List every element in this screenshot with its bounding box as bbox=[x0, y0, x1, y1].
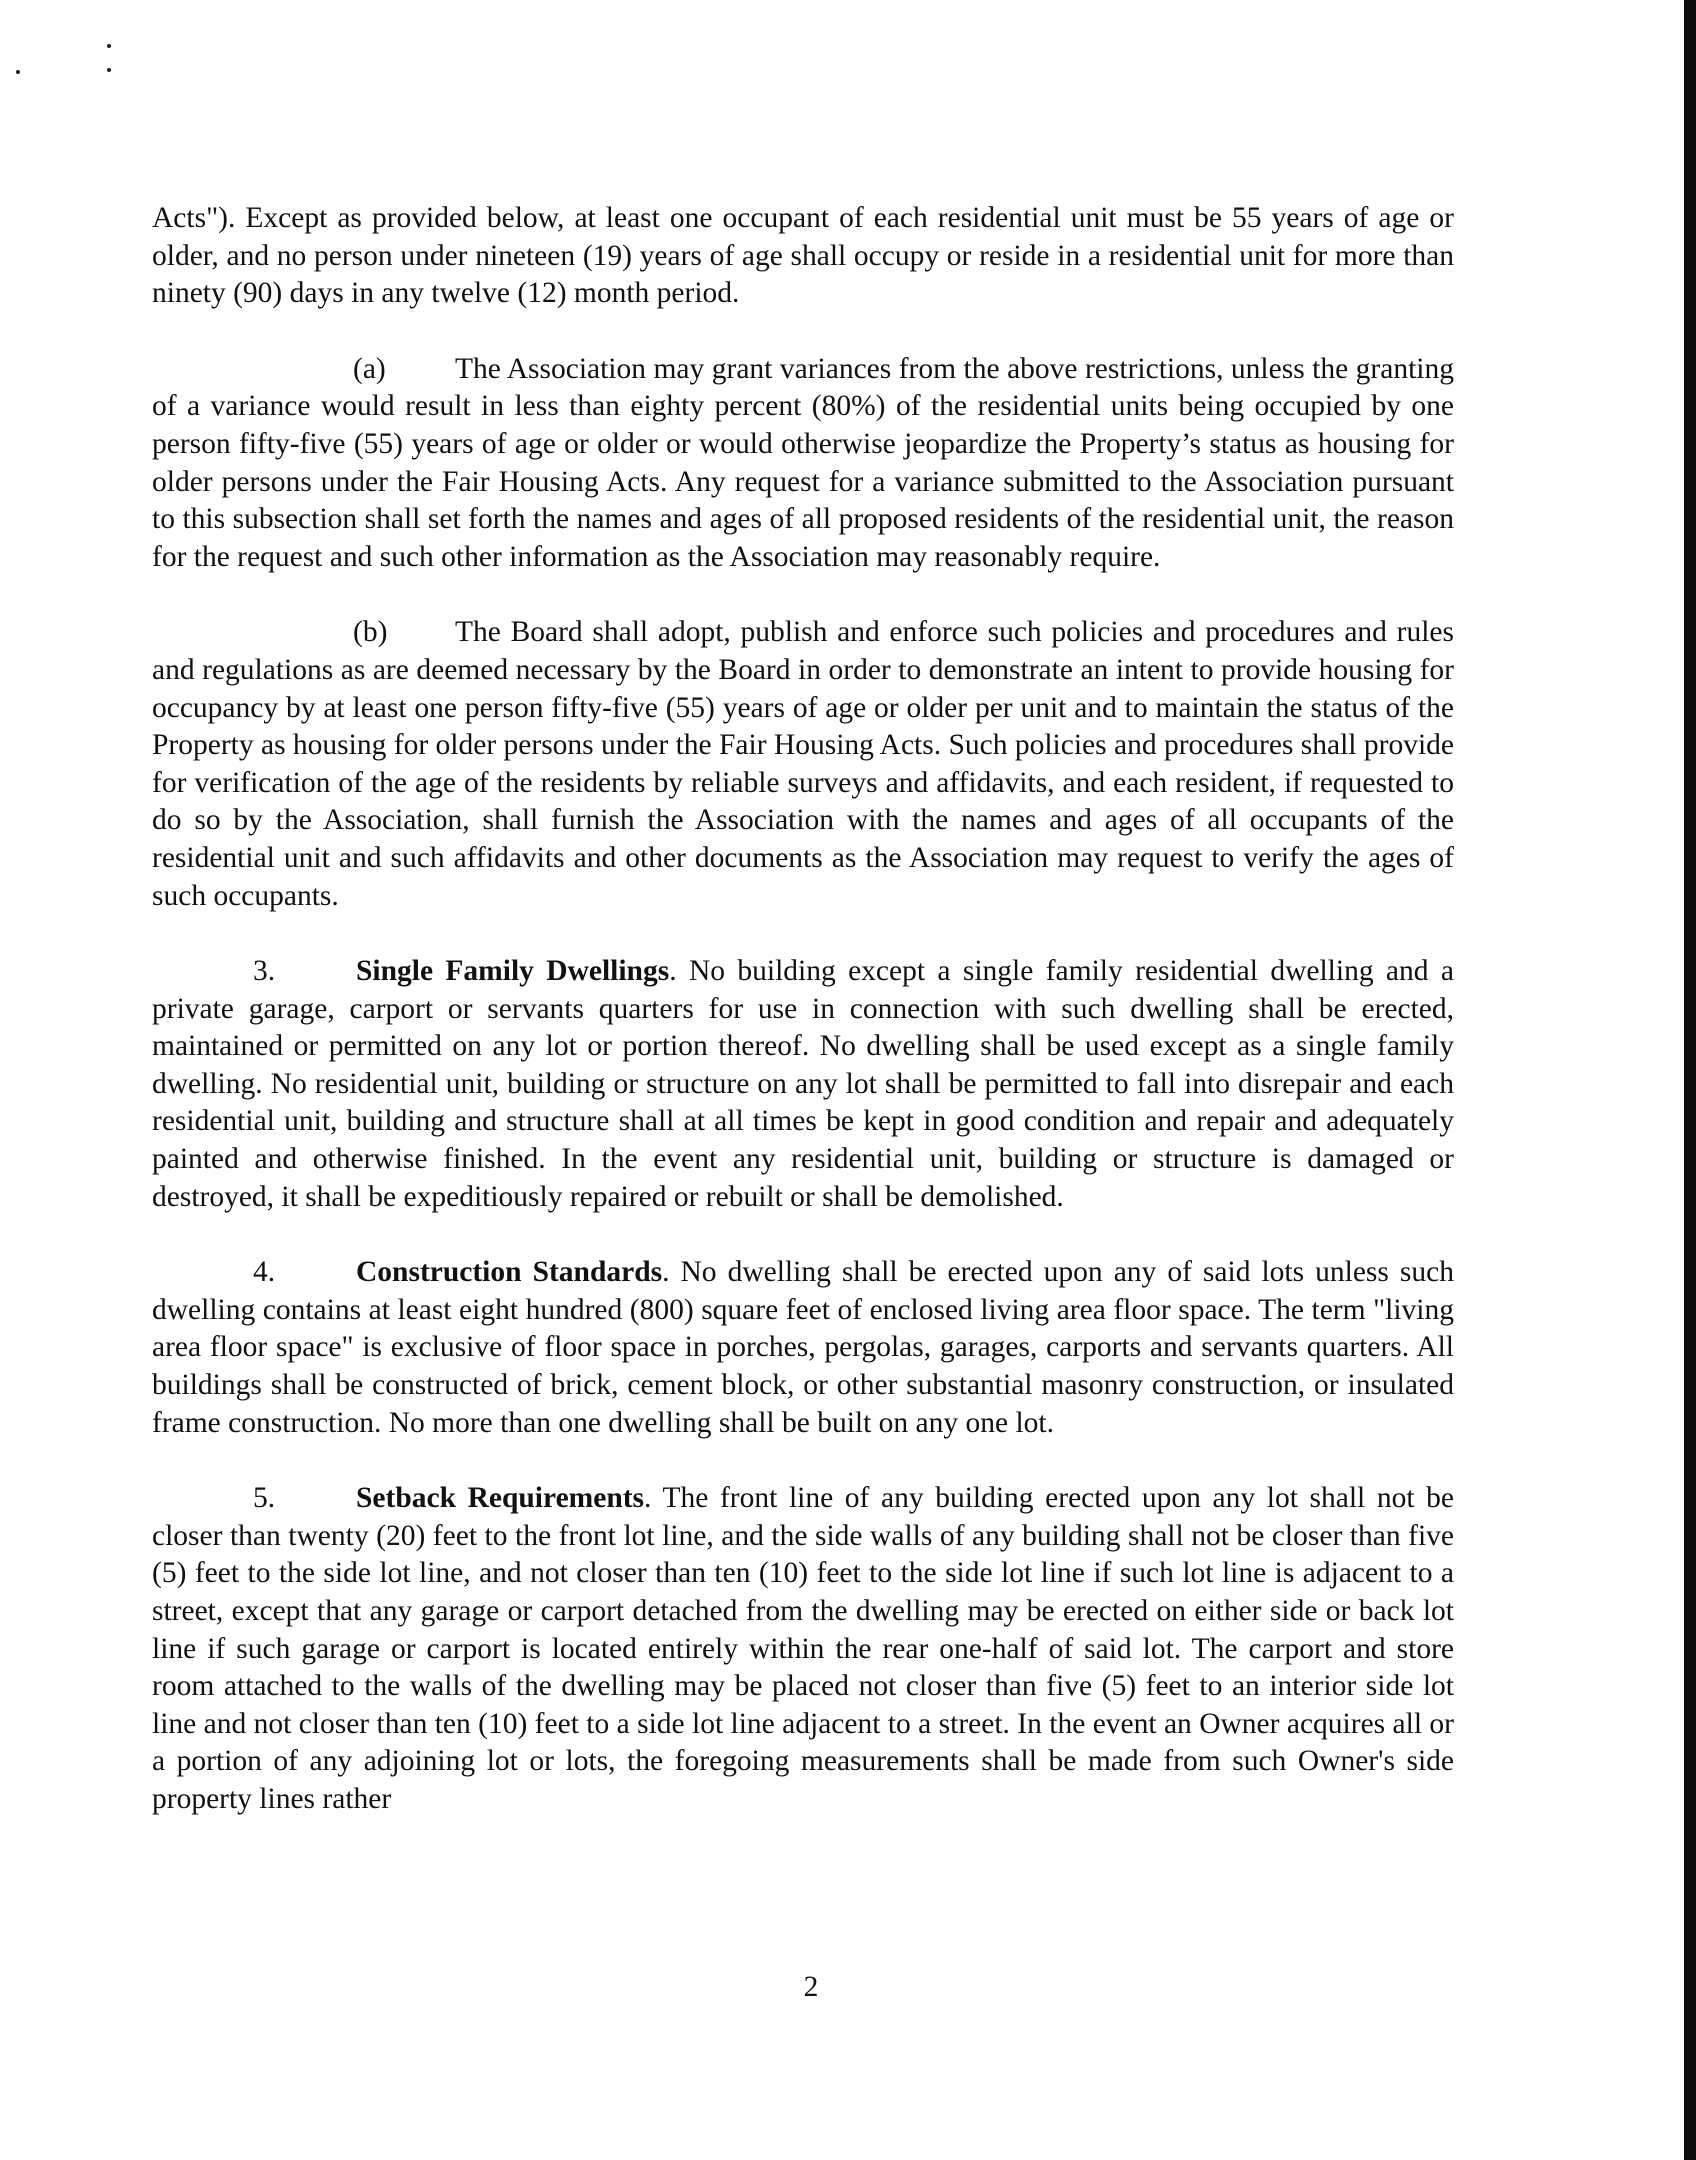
section-text: . No building except a single family residential dwelling and a private garage, carport or servants quarters for use in connection with such dwelling shall be erected, maintained or permitted on any lot or portion thereof. No dwelling shall be used except as a single family dwelling. No residential unit, building or structure on any lot shall be permitted to fall into disrepair and each residential unit, building and structure shall at all times be kept in good condition and repair and adequately painted and otherwise finished. In the event any residential unit, building or structure is damaged or destroyed, it shall be expeditiously repaired or rebuilt or shall be demolished. bbox=[152, 955, 1454, 1213]
section-number: 3. bbox=[253, 955, 276, 988]
section-number: 5. bbox=[253, 1482, 276, 1515]
section-text: . The front line of any building erected upon any lot shall not be closer than twenty (20) feet to the front lot line, and the side walls of any building shall not be closer than five (5) feet to the side lot line, and not closer than ten (10) feet to the side lot line if such lot line is adjacent to a street, except that any garage or carport detached from the dwelling may be erected on either side or back lot line if such garage or carport is located entirely within the rear one-half of said lot. The carport and store room attached to the walls of the dwelling may be placed not closer than five (5) feet to an interior side lot line and not closer than ten (10) feet to a side lot line adjacent to a street. In the event an Owner acquires all or a portion of any adjoining lot or lots, the foregoing measurements shall be made from such Owner's side property lines rather bbox=[152, 1482, 1454, 1815]
subsection-text: The Board shall adopt, publish and enforce such policies and procedures and rules and regulations as are deemed necessary by the Board in order to demonstrate an intent to provide housing for occupancy by at least one person fifty-five (55) years of age or older per unit and to maintain the status of the Property as housing for older persons under the Fair Housing Acts. Such policies and procedures shall provide for verification of the age of the residents by reliable surveys and affidavits, and each resident, if requested to do so by the Association, shall furnish the Association with the names and ages of all occupants of the residential unit and such affidavits and other documents as the Association may request to verify the ages of such occupants. bbox=[152, 616, 1454, 912]
subsection-a bbox=[152, 351, 1454, 577]
paragraph-text: Acts"). Except as provided below, at least one occupant of each residential unit must be 55 years of age or older, and no person under nineteen (19) years of age shall occupy or reside in a residential unit for more than ninety (90) days in any twelve (12) month period. bbox=[152, 202, 1454, 310]
section-3 bbox=[152, 953, 1454, 1216]
section-heading: Single Family Dwellings bbox=[356, 955, 670, 988]
subsection-b bbox=[152, 614, 1454, 915]
scan-edge bbox=[1684, 0, 1696, 2160]
scan-speck bbox=[107, 68, 111, 72]
subsection-text: The Association may grant variances from the above restrictions, unless the granting of a variance would result in less than eighty percent (80%) of the residential units being occupied by one person fifty-five (55) years of age or older or would otherwise jeopardize the Property’s status as housing for older persons under the Fair Housing Acts. Any request for a variance submitted to the Association pursuant to this subsection shall set forth the names and ages of all proposed residents of the residential unit, the reason for the request and such other information as the Association may reasonably require. bbox=[152, 352, 1454, 573]
section-heading: Setback Requirements bbox=[356, 1482, 645, 1515]
section-4 bbox=[152, 1254, 1454, 1442]
section-text: . No dwelling shall be erected upon any of said lots unless such dwelling contains at least eight hundred (800) square feet of enclosed living area floor space. The term "living area floor space" is exclusive of floor space in porches, pergolas, garages, carports and servants quarters. All buildings shall be constructed of brick, cement block, or other substantial masonry construction, or insulated frame construction. No more than one dwelling shall be built on any one lot. bbox=[152, 1256, 1454, 1439]
section-heading: Construction Standards bbox=[356, 1256, 663, 1289]
paragraph-continuation bbox=[152, 200, 1454, 313]
page-number: 2 bbox=[803, 1971, 819, 2003]
scan-speck bbox=[16, 70, 20, 74]
scan-speck bbox=[107, 44, 111, 48]
section-number: 4. bbox=[253, 1256, 276, 1289]
document-body bbox=[152, 200, 1454, 1857]
subsection-label: (b) bbox=[353, 616, 388, 649]
subsection-label: (a) bbox=[353, 352, 386, 385]
section-5 bbox=[152, 1480, 1454, 1818]
